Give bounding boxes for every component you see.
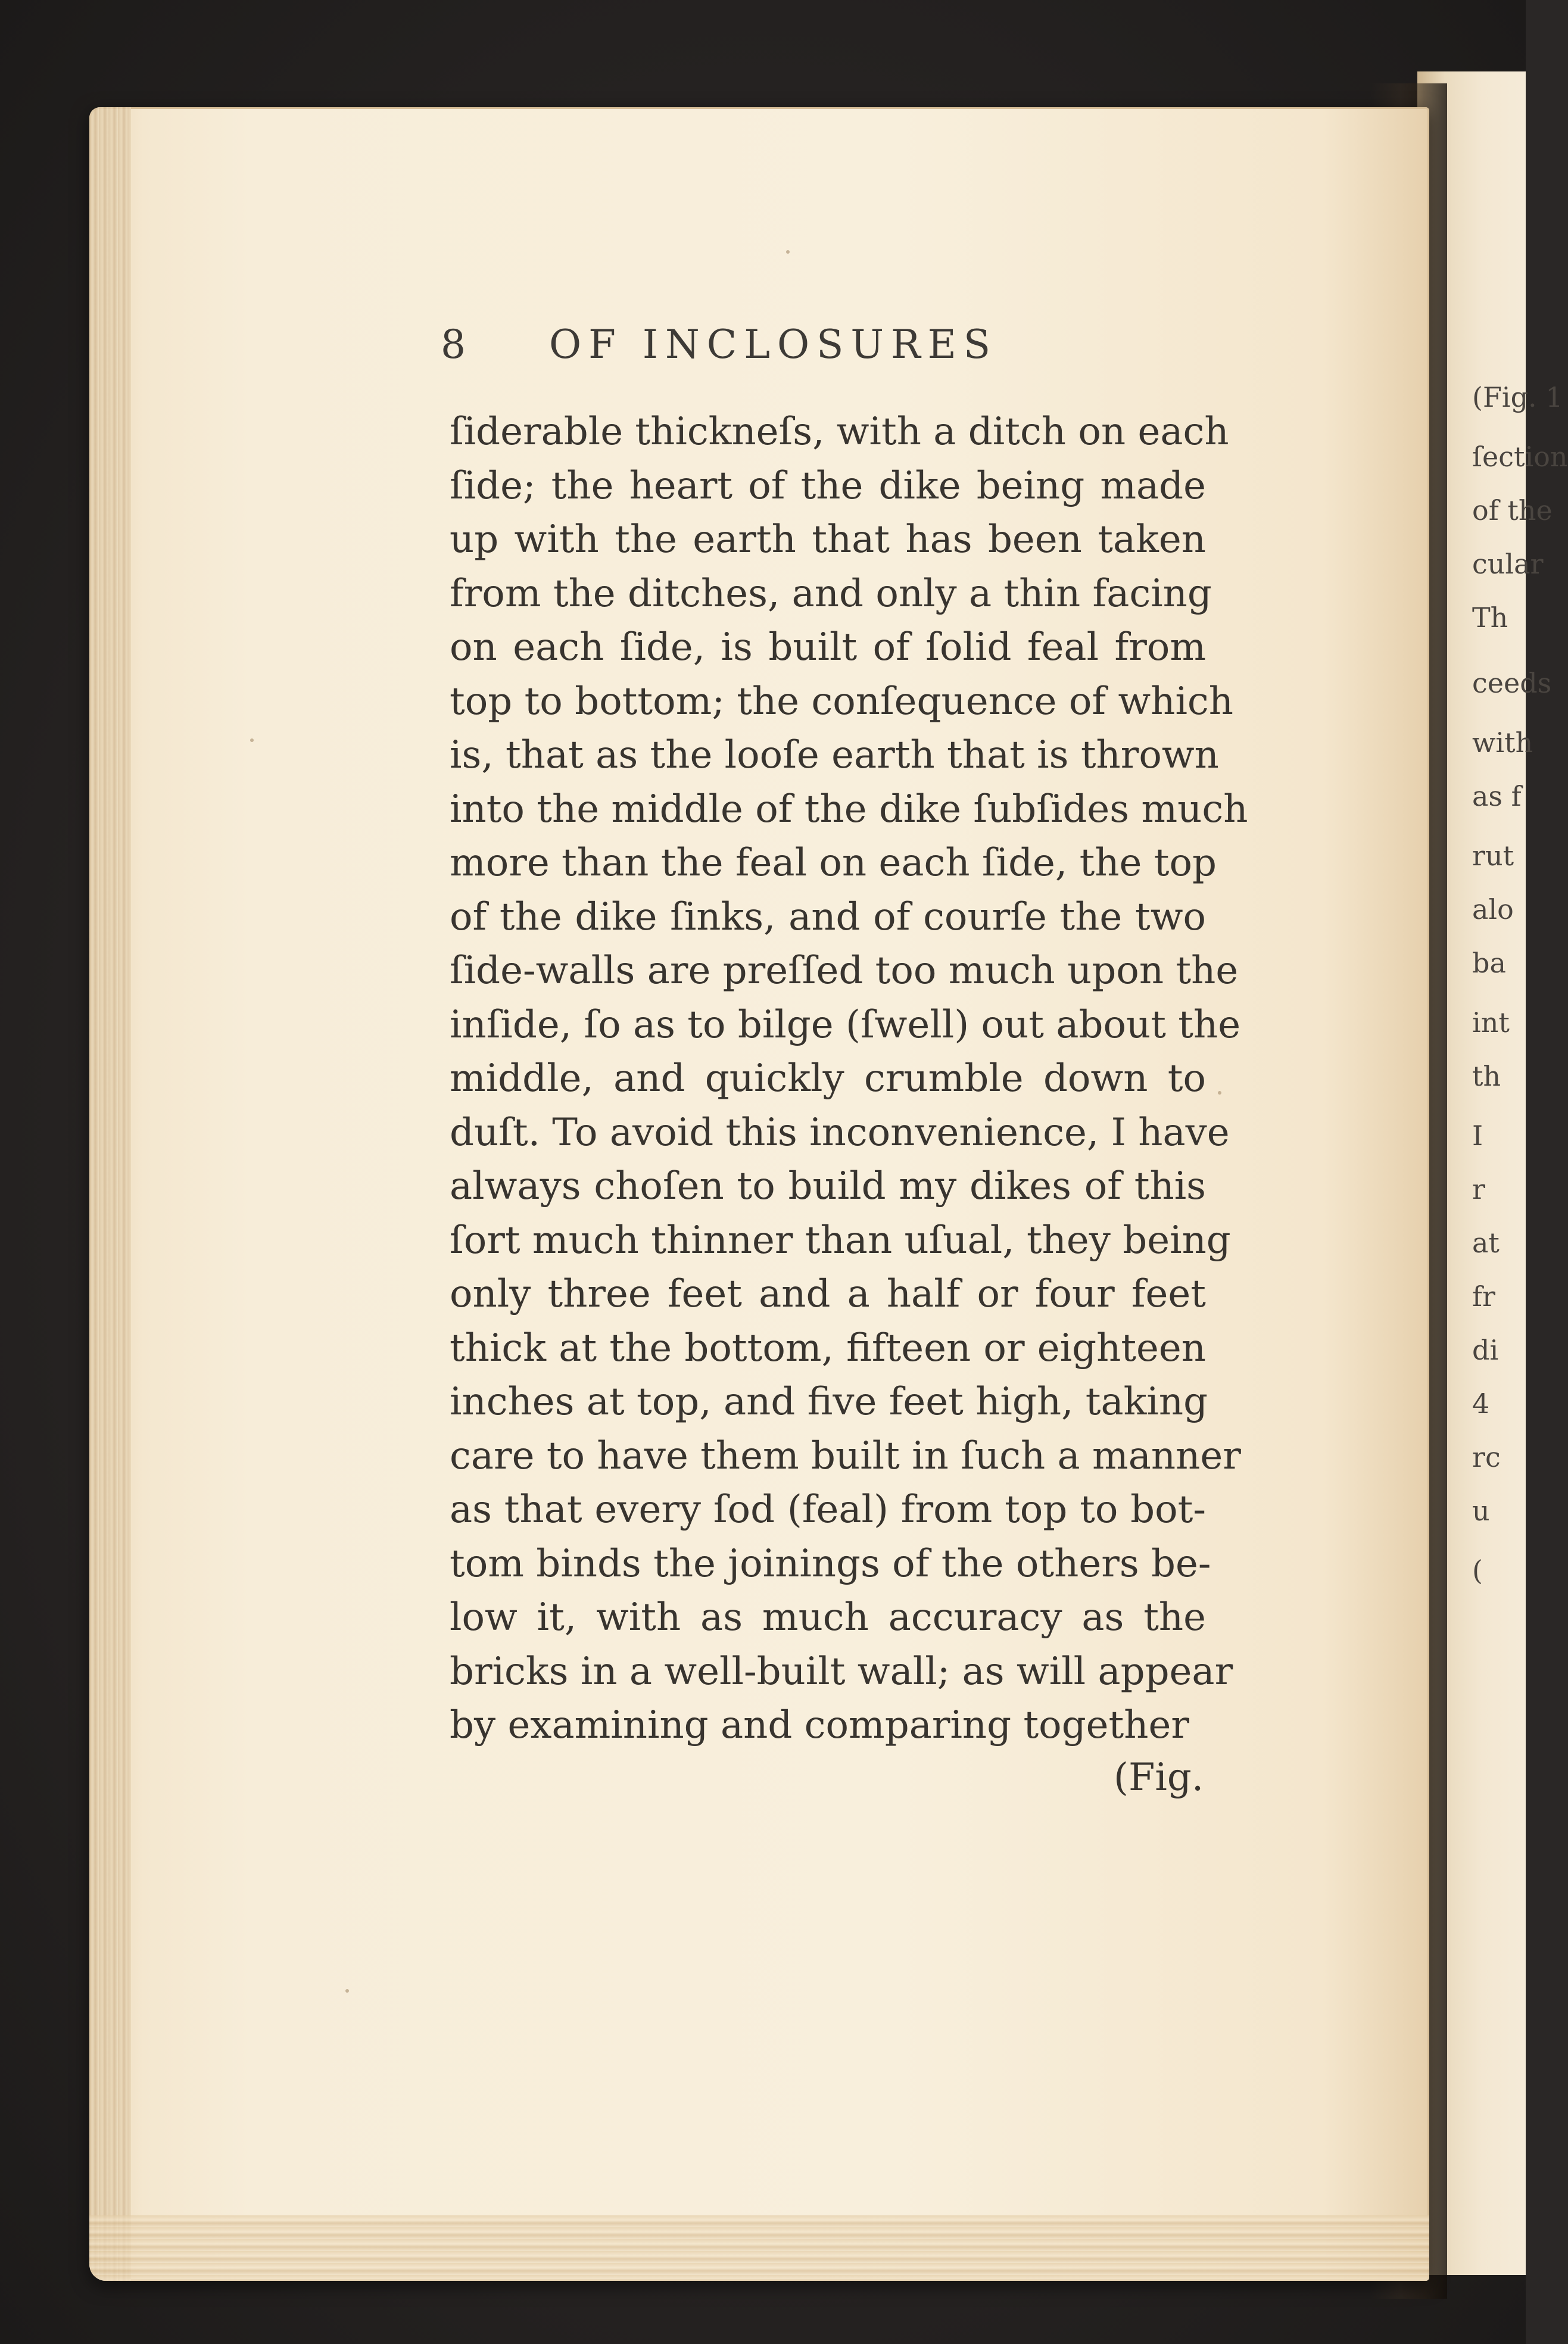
facing-page-fragment: int — [1472, 1006, 1510, 1039]
facing-page-fragment: th — [1472, 1060, 1501, 1092]
text-line: by examining and comparing together — [450, 1703, 1189, 1747]
text-line: ſide-walls are preſſed too much upon the — [450, 949, 1239, 993]
text-line: on each ſide, is built of ſolid feal from — [450, 625, 1206, 669]
page-header — [441, 322, 997, 375]
text-line: is, that as the looſe earth that is thrown — [450, 733, 1219, 777]
facing-page-fragment: di — [1472, 1334, 1499, 1366]
page-number: 8 — [441, 322, 466, 367]
text-line: bricks in a well-built wall; as will appear — [450, 1649, 1233, 1694]
text-line: only three feet and a half or four feet — [450, 1272, 1206, 1316]
facing-page-fragment: ( — [1472, 1554, 1483, 1586]
text-line: duſt. To avoid this inconvenience, I have — [450, 1110, 1230, 1155]
text-line: ſort much thinner than uſual, they being — [450, 1218, 1231, 1263]
text-line: inches at top, and five feet high, taking — [450, 1380, 1208, 1424]
text-line: middle, and quickly crumble down to — [450, 1056, 1206, 1101]
facing-page-fragment: ſection — [1472, 441, 1568, 473]
text-line: into the middle of the dike ſubſides much — [450, 787, 1248, 831]
text-line: ſide; the heart of the dike being made — [450, 463, 1206, 508]
facing-page-fragment: as f — [1472, 780, 1522, 812]
facing-page-fragment: with — [1472, 727, 1533, 759]
facing-page-fragment: I — [1472, 1120, 1483, 1152]
facing-page-fragment: (Fig. 1 — [1472, 381, 1563, 413]
facing-page-fragment: rut — [1472, 840, 1514, 872]
paper-speck — [1218, 1091, 1221, 1095]
facing-page-fragment: 4 — [1472, 1388, 1490, 1420]
text-line: of the dike ſinks, and of courſe the two — [450, 894, 1206, 939]
text-line: thick at the bottom, fifteen or eighteen — [450, 1326, 1206, 1370]
text-line: tom binds the joinings of the others be- — [450, 1541, 1211, 1586]
facing-page-fragment: alo — [1472, 893, 1514, 925]
text-line: inſide, ſo as to bilge (ſwell) out about the — [450, 1002, 1241, 1047]
text-line: low it, with as much accuracy as the — [450, 1595, 1206, 1639]
text-line: up with the earth that has been taken — [450, 518, 1206, 562]
text-line: ſiderable thickneſs, with a ditch on each — [450, 410, 1229, 454]
facing-page-fragment: ceeds — [1472, 667, 1552, 699]
facing-page-fragment: at — [1472, 1227, 1500, 1259]
text-line: from the ditches, and only a thin facing — [450, 571, 1212, 616]
paper-speck — [250, 738, 254, 742]
facing-page-fragment: ba — [1472, 947, 1506, 979]
running-title: OF INCLOSURES — [549, 322, 998, 367]
paper-speck — [786, 250, 790, 254]
facing-page-fragment: fr — [1472, 1280, 1496, 1313]
facing-page-fragment: of the — [1472, 494, 1553, 526]
catchword: (Fig. — [1114, 1756, 1204, 1800]
text-line: as that every ſod (feal) from top to bot- — [450, 1488, 1206, 1532]
text-line: always choſen to build my dikes of this — [450, 1164, 1206, 1208]
text-line: top to bottom; the conſequence of which — [450, 679, 1233, 724]
paper-speck — [345, 1989, 349, 1993]
text-line: more than the feal on each ſide, the top — [450, 841, 1217, 885]
facing-page-fragment: cular — [1472, 548, 1544, 580]
text-line: care to have them built in ſuch a manner — [450, 1433, 1241, 1478]
facing-page-fragment: r — [1472, 1173, 1485, 1205]
facing-page-fragment: Th — [1472, 601, 1508, 634]
facing-page-fragment: u — [1472, 1495, 1490, 1527]
facing-page-fragment: rc — [1472, 1441, 1501, 1473]
body-text — [450, 405, 1248, 1753]
